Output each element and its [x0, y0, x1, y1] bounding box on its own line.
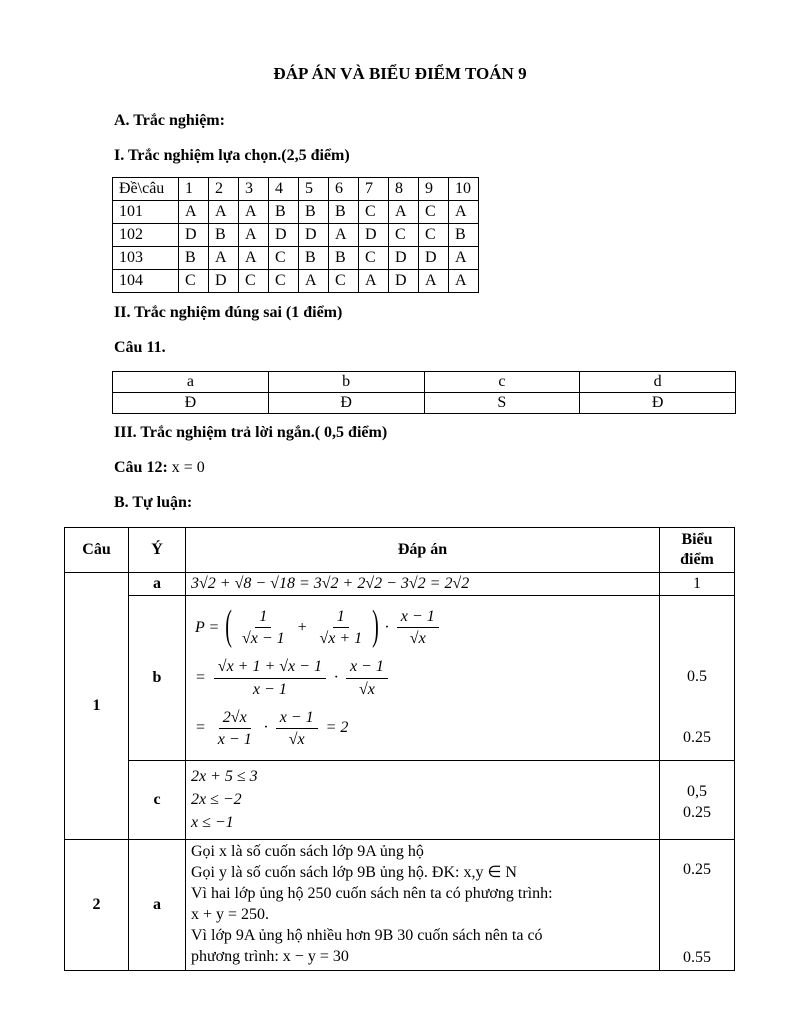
mc-header-cell: 6	[329, 178, 359, 201]
mc-cell: B	[299, 247, 329, 270]
score-value: 0.25	[683, 860, 711, 878]
mc-cell: C	[419, 224, 449, 247]
score-value: 0.5	[687, 668, 707, 686]
cau1c-score-cell	[660, 761, 735, 840]
essay-header-y: Ý	[129, 528, 186, 573]
mc-cell: A	[209, 201, 239, 224]
answer-text-line: x + y = 250.	[191, 905, 270, 923]
mc-cell: D	[179, 224, 209, 247]
mc-cell: D	[389, 247, 419, 270]
section-iii-heading: III. Trắc nghiệm trả lời ngắn.( 0,5 điểm)	[114, 424, 388, 441]
tf-header-cell: d	[580, 372, 736, 393]
essay-row-1a	[65, 573, 735, 596]
cau1b-answer	[186, 596, 660, 761]
mc-header-cell: 4	[269, 178, 299, 201]
mc-cell: C	[179, 270, 209, 293]
cau1a-answer: 3√2 + √8 − √18 = 3√2 + 2√2 − 3√2 = 2√2	[186, 573, 660, 596]
mc-cell: A	[389, 201, 419, 224]
tf-value-cell: Đ	[113, 393, 269, 414]
answer-text-line: Vì lớp 9A ủng hộ nhiều hơn 9B 30 cuốn sách nên ta có	[191, 926, 543, 944]
essay-row-2a	[65, 840, 735, 971]
mc-row-104	[113, 270, 479, 293]
mc-header-cell: 9	[419, 178, 449, 201]
mc-cell: D	[419, 247, 449, 270]
mc-row-102	[113, 224, 479, 247]
mc-cell: B	[329, 247, 359, 270]
mc-cell: A	[419, 270, 449, 293]
mc-row-101	[113, 201, 479, 224]
tf-value-cell: Đ	[580, 393, 736, 414]
tf-header-row	[113, 372, 736, 393]
mc-cell: A	[179, 201, 209, 224]
mc-cell: A	[209, 247, 239, 270]
mc-header-cell: 1	[179, 178, 209, 201]
formula-line: P = ( $\frac{1}{√x - 1}$ + $\frac{1}{√x + 1}$ ) · $\frac{x - 1}{√x}$	[191, 607, 654, 648]
mc-cell: D	[299, 224, 329, 247]
tf-value-cell: Đ	[268, 393, 424, 414]
essay-row-1c	[65, 761, 735, 840]
score-value: 0.25	[683, 728, 711, 746]
mc-cell: C	[269, 247, 299, 270]
answer-text-line: Gọi x là số cuốn sách lớp 9A ủng hộ	[191, 843, 424, 861]
cau12-label: Câu 12:	[114, 459, 168, 476]
mc-cell: B	[449, 224, 479, 247]
mc-cell: A	[299, 270, 329, 293]
mc-cell: C	[389, 224, 419, 247]
page-title: ĐÁP ÁN VÀ BIỂU ĐIỂM TOÁN 9	[273, 64, 527, 83]
score-value: 0,5	[687, 782, 707, 800]
mc-cell: A	[449, 247, 479, 270]
mc-cell: D	[359, 224, 389, 247]
section-i-heading: I. Trắc nghiệm lựa chọn.(2,5 điểm)	[114, 147, 350, 164]
mc-header-cell: Đề\câu	[113, 178, 179, 201]
essay-header-row	[65, 528, 735, 573]
cau2a-answer	[186, 840, 660, 971]
answer-text-line: Gọi y là số cuốn sách lớp 9B ủng hộ. ĐK: x,y ∈ N	[191, 864, 517, 882]
formula-line: = $\frac{√x + 1 + √x - 1}{x - 1}$ · $\frac{x - 1}{√x}$	[191, 657, 654, 698]
cau1-number: 1	[65, 573, 129, 840]
mc-cell: 102	[113, 224, 179, 247]
essay-header-dapan: Đáp án	[186, 528, 660, 573]
section-ii-heading: II. Trắc nghiệm đúng sai (1 điểm)	[114, 304, 343, 321]
mc-header-cell: 5	[299, 178, 329, 201]
essay-answer-table	[64, 527, 735, 971]
mc-cell: B	[179, 247, 209, 270]
multiple-choice-table	[112, 177, 479, 293]
mc-cell: C	[359, 247, 389, 270]
formula-line: 2x + 5 ≤ 3	[191, 768, 258, 786]
mc-cell: A	[359, 270, 389, 293]
essay-header-cau: Câu	[65, 528, 129, 573]
mc-cell: A	[449, 201, 479, 224]
cau1b-score-cell	[660, 596, 735, 761]
cau1a-score-cell	[660, 573, 735, 596]
cau1a-label: a	[129, 573, 186, 596]
cau1c-answer	[186, 761, 660, 840]
mc-header-cell: 10	[449, 178, 479, 201]
mc-cell: B	[299, 201, 329, 224]
cau11-heading: Câu 11.	[114, 339, 166, 356]
mc-cell: D	[209, 270, 239, 293]
mc-cell: 104	[113, 270, 179, 293]
mc-cell: C	[269, 270, 299, 293]
mc-header-cell: 3	[239, 178, 269, 201]
answer-text-line: Vì hai lớp ủng hộ 250 cuốn sách nên ta có phương trình:	[191, 885, 553, 903]
cau2-number: 2	[65, 840, 129, 971]
tf-value-cell: S	[424, 393, 580, 414]
tf-header-cell: b	[268, 372, 424, 393]
score-value: 1	[693, 575, 701, 592]
mc-cell: C	[419, 201, 449, 224]
mc-cell: C	[239, 270, 269, 293]
tf-values-row	[113, 393, 736, 414]
tf-header-cell: a	[113, 372, 269, 393]
mc-row-103	[113, 247, 479, 270]
cau12-value: x = 0	[167, 459, 205, 476]
mc-header-cell: 2	[209, 178, 239, 201]
mc-header-cell: 7	[359, 178, 389, 201]
mc-cell: B	[329, 201, 359, 224]
formula-line: 2x ≤ −2	[191, 791, 242, 809]
essay-header-diem: Biểu điểm	[660, 528, 735, 573]
formula-line: x ≤ −1	[191, 814, 234, 832]
cau2a-score-cell	[660, 840, 735, 971]
score-value: 0.55	[683, 949, 711, 967]
mc-cell: A	[239, 247, 269, 270]
mc-cell: C	[329, 270, 359, 293]
mc-cell: B	[209, 224, 239, 247]
formula-line: = $\frac{2√x}{x - 1}$ · $\frac{x - 1}{√x}$ = 2	[195, 708, 349, 748]
section-b-heading: B. Tự luận:	[114, 494, 193, 511]
mc-cell: A	[329, 224, 359, 247]
essay-row-1b	[65, 596, 735, 761]
mc-header-cell: 8	[389, 178, 419, 201]
cau1b-label: b	[129, 596, 186, 761]
true-false-table	[112, 371, 736, 414]
section-a-heading: A. Trắc nghiệm:	[114, 112, 225, 129]
mc-cell: B	[269, 201, 299, 224]
tf-header-cell: c	[424, 372, 580, 393]
score-value: 0.25	[683, 804, 711, 822]
mc-cell: C	[359, 201, 389, 224]
answer-text-line: phương trình: x − y = 30	[191, 947, 349, 965]
mc-cell: D	[269, 224, 299, 247]
mc-cell: A	[239, 201, 269, 224]
cau2a-label: a	[129, 840, 186, 971]
mc-cell: A	[449, 270, 479, 293]
cau12-line	[114, 459, 736, 477]
mc-cell: A	[239, 224, 269, 247]
mc-cell: 103	[113, 247, 179, 270]
mc-header-row	[113, 178, 479, 201]
cau1c-label: c	[129, 761, 186, 840]
mc-cell: D	[389, 270, 419, 293]
mc-cell: 101	[113, 201, 179, 224]
